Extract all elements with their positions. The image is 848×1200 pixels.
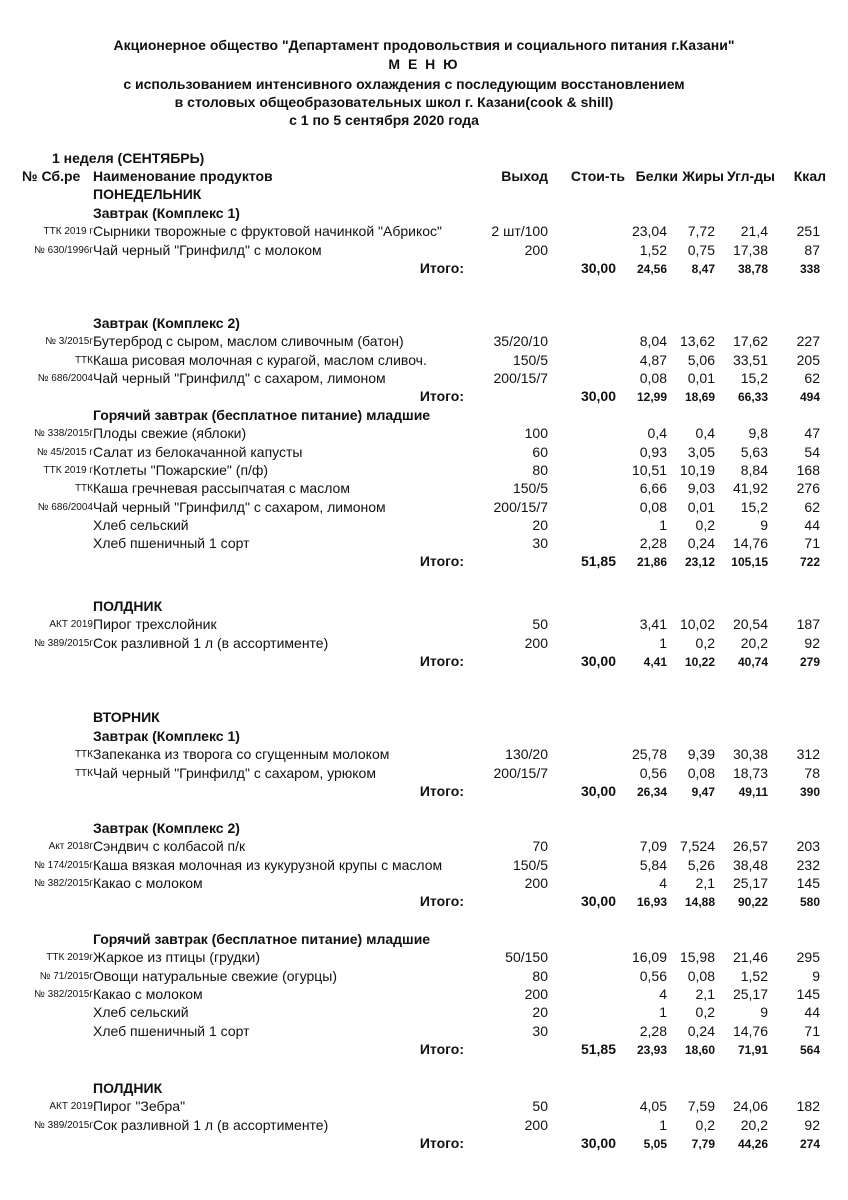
table-row (0, 949, 848, 967)
dish-name: Каша гречневая рассыпчатая с маслом (93, 480, 350, 497)
carbs: 24,06 (732, 1098, 768, 1115)
total-carbs: 90,22 (737, 895, 768, 910)
carbs: 17,38 (732, 241, 768, 258)
fat: 3,05 (687, 443, 715, 460)
table-row (0, 517, 848, 535)
dish-name: Хлеб пшеничный 1 сорт (93, 1022, 250, 1039)
table-row (0, 499, 848, 517)
meal-heading (0, 315, 848, 333)
kcal: 205 (796, 351, 820, 368)
total-fat: 18,69 (684, 390, 715, 405)
total-kcal: 580 (799, 895, 820, 910)
meal-heading (0, 728, 848, 746)
portion: 30 (532, 1022, 548, 1039)
protein: 4,05 (639, 1098, 667, 1115)
table-row (0, 1117, 848, 1135)
portion: 200 (524, 1116, 548, 1133)
total-protein: 23,93 (636, 1042, 667, 1057)
total-fat: 14,88 (684, 895, 715, 910)
recipe-code: № 382/2015г (34, 877, 93, 889)
meal-heading (0, 931, 848, 949)
protein: 1 (659, 1004, 667, 1021)
fat: 0,4 (695, 425, 715, 442)
dish-name: Каша вязкая молочная из кукурузной крупы с маслом (93, 856, 443, 873)
total-cost: 51,85 (580, 1040, 616, 1057)
recipe-code: ТТК (74, 354, 93, 366)
protein: 4 (659, 985, 667, 1002)
carbs: 20,2 (740, 634, 768, 651)
carbs: 9,8 (748, 425, 768, 442)
day-heading (0, 186, 848, 204)
protein: 4,87 (639, 351, 667, 368)
portion: 20 (532, 516, 548, 533)
col-k: Ккал (793, 168, 826, 184)
kcal: 295 (796, 949, 820, 966)
dish-name: Чай черный "Гринфилд" с сахаром, лимоном (93, 369, 386, 386)
total-row (0, 260, 848, 278)
col-u: Угл-ды (726, 168, 775, 184)
total-fat: 23,12 (684, 555, 715, 570)
recipe-code: ТТК 2019 г (43, 226, 93, 238)
protein: 1 (659, 516, 667, 533)
portion: 50 (532, 616, 548, 633)
total-carbs: 66,33 (737, 390, 768, 405)
protein: 5,84 (639, 856, 667, 873)
dish-name: Пирог "Зебра" (93, 1098, 186, 1115)
protein: 0,4 (647, 425, 667, 442)
col-out: Выход (501, 168, 548, 184)
portion: 150/5 (512, 856, 548, 873)
recipe-code: № 686/2004 (37, 501, 93, 513)
total-label: Итого: (419, 553, 464, 570)
carbs: 14,76 (732, 535, 768, 552)
total-fat: 10,22 (684, 654, 715, 669)
meal-heading (0, 1080, 848, 1098)
kcal: 232 (796, 856, 820, 873)
meal-title: Завтрак (Комплекс 2) (93, 315, 240, 331)
portion: 200/15/7 (493, 764, 548, 781)
meal-title: Завтрак (Комплекс 1) (93, 205, 240, 221)
total-kcal: 274 (799, 1136, 820, 1151)
fat: 0,2 (695, 516, 715, 533)
fat: 0,75 (687, 241, 715, 258)
dish-name: Чай черный "Гринфилд" с сахаром, урюком (93, 764, 376, 781)
day-name: ПОНЕДЕЛЬНИК (93, 186, 202, 202)
carbs: 14,76 (732, 1022, 768, 1039)
protein: 16,09 (631, 949, 667, 966)
total-cost: 30,00 (580, 652, 616, 669)
total-row (0, 653, 848, 671)
total-fat: 9,47 (691, 784, 715, 799)
dish-name: Чай черный "Гринфилд" с молоком (93, 241, 322, 258)
meal-title: ПОЛДНИК (93, 1080, 163, 1096)
protein: 2,28 (639, 1022, 667, 1039)
carbs: 38,48 (732, 856, 768, 873)
total-label: Итого: (419, 1040, 464, 1057)
dish-name: Каша рисовая молочная с курагой, маслом сливоч. (93, 351, 427, 368)
protein: 0,08 (639, 369, 667, 386)
kcal: 71 (804, 1022, 820, 1039)
portion: 200/15/7 (493, 369, 548, 386)
kcal: 44 (804, 1004, 820, 1021)
total-cost: 30,00 (580, 893, 616, 910)
protein: 7,09 (639, 838, 667, 855)
recipe-code: № 338/2015г (34, 428, 93, 440)
dish-name: Какао с молоком (93, 985, 203, 1002)
recipe-code: АКТ 2019 (49, 1101, 93, 1113)
total-protein: 12,99 (636, 390, 667, 405)
total-cost: 30,00 (580, 1134, 616, 1151)
subtitle-2: в столовых общеобразовательных школ г. Казани(cook & shill) (174, 94, 614, 110)
meal-heading (0, 820, 848, 838)
total-protein: 26,34 (636, 784, 667, 799)
kcal: 182 (796, 1098, 820, 1115)
recipe-code: ТТК (74, 749, 93, 761)
fat: 10,19 (679, 461, 715, 478)
table-row (0, 242, 848, 260)
recipe-code: ТТК 2019г (46, 952, 93, 964)
total-carbs: 44,26 (737, 1136, 768, 1151)
fat: 0,2 (695, 1116, 715, 1133)
kcal: 187 (796, 616, 820, 633)
portion: 80 (532, 967, 548, 984)
carbs: 20,2 (740, 1116, 768, 1133)
kcal: 47 (804, 425, 820, 442)
carbs: 21,4 (740, 223, 768, 240)
portion: 200 (524, 985, 548, 1002)
portion: 35/20/10 (493, 333, 548, 350)
dish-name: Хлеб сельский (93, 516, 189, 533)
protein: 4 (659, 874, 667, 891)
protein: 6,66 (639, 480, 667, 497)
total-label: Итого: (419, 259, 464, 276)
fat: 0,08 (687, 967, 715, 984)
kcal: 92 (804, 1116, 820, 1133)
portion: 200 (524, 874, 548, 891)
fat: 0,2 (695, 634, 715, 651)
meal-title: Горячий завтрак (бесплатное питание) младшие (93, 407, 431, 423)
portion: 20 (532, 1004, 548, 1021)
recipe-code: № 382/2015г (34, 988, 93, 1000)
col-f: Жиры (682, 168, 724, 184)
total-kcal: 390 (799, 784, 820, 799)
table-row (0, 746, 848, 764)
table-row (0, 425, 848, 443)
fat: 2,1 (695, 874, 715, 891)
column-headers (0, 168, 848, 186)
total-row (0, 783, 848, 801)
dish-name: Салат из белокачанной капусты (93, 443, 303, 460)
carbs: 15,2 (740, 498, 768, 515)
protein: 25,78 (631, 746, 667, 763)
fat: 0,2 (695, 1004, 715, 1021)
kcal: 312 (796, 746, 820, 763)
recipe-code: № 389/2015г (34, 637, 93, 649)
carbs: 21,46 (732, 949, 768, 966)
kcal: 92 (804, 634, 820, 651)
table-row (0, 352, 848, 370)
table-row (0, 1098, 848, 1116)
fat: 0,24 (687, 1022, 715, 1039)
dish-name: Какао с молоком (93, 874, 203, 891)
protein: 0,08 (639, 498, 667, 515)
col-b: Белки (635, 168, 678, 184)
dish-name: Хлеб пшеничный 1 сорт (93, 535, 250, 552)
protein: 3,41 (639, 616, 667, 633)
fat: 0,24 (687, 535, 715, 552)
carbs: 41,92 (732, 480, 768, 497)
total-label: Итого: (419, 1134, 464, 1151)
protein: 8,04 (639, 333, 667, 350)
table-row (0, 875, 848, 893)
total-cost: 30,00 (580, 388, 616, 405)
dish-name: Сырники творожные с фруктовой начинкой "Абрикос" (93, 223, 443, 240)
fat: 0,01 (687, 498, 715, 515)
kcal: 203 (796, 838, 820, 855)
table-row (0, 1004, 848, 1022)
week-label (0, 150, 848, 168)
total-row (0, 893, 848, 911)
recipe-code: ТТК (74, 767, 93, 779)
protein: 10,51 (631, 461, 667, 478)
kcal: 251 (796, 223, 820, 240)
total-protein: 5,05 (643, 1136, 667, 1151)
date-range: с 1 по 5 сентября 2020 года (289, 112, 479, 128)
total-kcal: 494 (799, 390, 820, 405)
total-protein: 4,41 (643, 654, 667, 669)
portion: 30 (532, 535, 548, 552)
dish-name: Хлеб сельский (93, 1004, 189, 1021)
meal-title: Горячий завтрак (бесплатное питание) младшие (93, 931, 431, 947)
week-text: 1 неделя (СЕНТЯБРЬ) (52, 150, 205, 166)
dish-name: Запеканка из творога со сгущенным молоком (93, 746, 390, 763)
recipe-code: ТТК (74, 483, 93, 495)
kcal: 54 (804, 443, 820, 460)
fat: 5,06 (687, 351, 715, 368)
recipe-code: № 174/2015г (34, 859, 93, 871)
protein: 0,56 (639, 967, 667, 984)
kcal: 276 (796, 480, 820, 497)
carbs: 20,54 (732, 616, 768, 633)
col-cost: Стои-ть (570, 168, 625, 184)
subtitle-1: с использованием интенсивного охлаждения с последующим восстановлением (123, 76, 685, 92)
table-row (0, 535, 848, 553)
total-kcal: 564 (799, 1042, 820, 1057)
portion: 50/150 (505, 949, 548, 966)
table-row (0, 968, 848, 986)
table-row (0, 333, 848, 351)
portion: 130/20 (505, 746, 548, 763)
carbs: 9 (760, 1004, 768, 1021)
total-fat: 18,60 (684, 1042, 715, 1057)
recipe-code: № 3/2015г (45, 336, 93, 348)
total-carbs: 49,11 (738, 784, 768, 799)
table-row (0, 765, 848, 783)
table-row (0, 635, 848, 653)
kcal: 145 (796, 985, 820, 1002)
carbs: 25,17 (732, 874, 768, 891)
kcal: 62 (804, 369, 820, 386)
total-fat: 7,79 (691, 1136, 715, 1151)
fat: 9,39 (687, 746, 715, 763)
carbs: 33,51 (732, 351, 768, 368)
total-cost: 51,85 (580, 553, 616, 570)
carbs: 25,17 (732, 985, 768, 1002)
recipe-code: Акт 2018г (48, 841, 93, 853)
portion: 200 (524, 241, 548, 258)
portion: 150/5 (512, 351, 548, 368)
protein: 23,04 (631, 223, 667, 240)
total-carbs: 71,91 (737, 1042, 768, 1057)
total-kcal: 279 (799, 654, 820, 669)
kcal: 71 (804, 535, 820, 552)
portion: 2 шт/100 (491, 223, 548, 240)
table-row (0, 370, 848, 388)
table-row (0, 616, 848, 634)
protein: 1 (659, 1116, 667, 1133)
protein: 0,93 (639, 443, 667, 460)
fat: 0,08 (687, 764, 715, 781)
carbs: 15,2 (740, 369, 768, 386)
total-protein: 16,93 (636, 895, 667, 910)
kcal: 78 (804, 764, 820, 781)
table-row (0, 462, 848, 480)
total-row (0, 1135, 848, 1153)
carbs: 1,52 (740, 967, 768, 984)
col-name: Наименование продуктов (93, 168, 273, 184)
fat: 5,26 (687, 856, 715, 873)
table-row (0, 444, 848, 462)
total-label: Итого: (419, 893, 464, 910)
protein: 0,56 (639, 764, 667, 781)
total-label: Итого: (419, 652, 464, 669)
dish-name: Сэндвич с колбасой п/к (93, 838, 246, 855)
kcal: 168 (796, 461, 820, 478)
total-row (0, 553, 848, 571)
total-row (0, 388, 848, 406)
carbs: 18,73 (732, 764, 768, 781)
dish-name: Плоды свежие (яблоки) (93, 425, 247, 442)
table-row (0, 1023, 848, 1041)
total-label: Итого: (419, 388, 464, 405)
dish-name: Овощи натуральные свежие (огурцы) (93, 967, 338, 984)
recipe-code: № 71/2015г (39, 970, 93, 982)
total-kcal: 338 (799, 261, 820, 276)
meal-heading (0, 407, 848, 425)
total-carbs: 105,15 (731, 555, 768, 570)
day-name: ВТОРНИК (93, 709, 160, 725)
total-carbs: 38,78 (737, 261, 768, 276)
total-protein: 21,86 (636, 555, 667, 570)
day-heading (0, 709, 848, 727)
fat: 7,524 (679, 838, 715, 855)
recipe-code: ТТК 2019 г (43, 464, 93, 476)
meal-title: Завтрак (Комплекс 1) (93, 728, 240, 744)
total-carbs: 40,74 (737, 654, 768, 669)
carbs: 8,84 (740, 461, 768, 478)
total-label: Итого: (419, 782, 464, 799)
total-protein: 24,56 (636, 261, 667, 276)
portion: 150/5 (512, 480, 548, 497)
recipe-code: № 389/2015г (34, 1119, 93, 1131)
total-fat: 8,47 (691, 261, 715, 276)
col-code: № Сб.ре (22, 168, 81, 184)
fat: 7,72 (687, 223, 715, 240)
meal-heading (0, 205, 848, 223)
table-row (0, 857, 848, 875)
dish-name: Котлеты "Пожарские" (п/ф) (93, 461, 269, 478)
carbs: 5,63 (740, 443, 768, 460)
total-cost: 30,00 (580, 782, 616, 799)
fat: 7,59 (687, 1098, 715, 1115)
portion: 70 (532, 838, 548, 855)
fat: 0,01 (687, 369, 715, 386)
dish-name: Пирог трехслойник (93, 616, 217, 633)
table-row (0, 480, 848, 498)
recipe-code: № 45/2015 г (36, 446, 93, 458)
dish-name: Сок разливной 1 л (в ассортименте) (93, 1116, 329, 1133)
table-row (0, 986, 848, 1004)
portion: 200 (524, 634, 548, 651)
total-row (0, 1041, 848, 1059)
meal-heading (0, 598, 848, 616)
fat: 9,03 (687, 480, 715, 497)
meal-title: ПОЛДНИК (93, 598, 163, 614)
kcal: 9 (812, 967, 820, 984)
dish-name: Жаркое из птицы (грудки) (93, 949, 261, 966)
total-cost: 30,00 (580, 259, 616, 276)
recipe-code: № 686/2004 (37, 372, 93, 384)
dish-name: Чай черный "Гринфилд" с сахаром, лимоном (93, 498, 386, 515)
table-row (0, 223, 848, 241)
dish-name: Сок разливной 1 л (в ассортименте) (93, 634, 329, 651)
portion: 100 (524, 425, 548, 442)
carbs: 26,57 (732, 838, 768, 855)
fat: 10,02 (679, 616, 715, 633)
kcal: 62 (804, 498, 820, 515)
kcal: 145 (796, 874, 820, 891)
kcal: 227 (796, 333, 820, 350)
portion: 50 (532, 1098, 548, 1115)
kcal: 87 (804, 241, 820, 258)
fat: 15,98 (679, 949, 715, 966)
carbs: 30,38 (732, 746, 768, 763)
portion: 200/15/7 (493, 498, 548, 515)
meal-title: Завтрак (Комплекс 2) (93, 820, 240, 836)
fat: 13,62 (679, 333, 715, 350)
protein: 1,52 (639, 241, 667, 258)
dish-name: Бутерброд с сыром, маслом сливочным (батон) (93, 333, 404, 350)
carbs: 9 (760, 516, 768, 533)
kcal: 44 (804, 516, 820, 533)
protein: 1 (659, 634, 667, 651)
total-kcal: 722 (799, 555, 820, 570)
fat: 2,1 (695, 985, 715, 1002)
carbs: 17,62 (732, 333, 768, 350)
org-title: Акционерное общество "Департамент продовольствия и социального питания г.Казани" (113, 37, 735, 53)
portion: 80 (532, 461, 548, 478)
protein: 2,28 (639, 535, 667, 552)
recipe-code: АКТ 2019 (49, 619, 93, 631)
portion: 60 (532, 443, 548, 460)
table-row (0, 838, 848, 856)
menu-title: М Е Н Ю (388, 56, 460, 72)
recipe-code: № 630/1996г (34, 244, 93, 256)
